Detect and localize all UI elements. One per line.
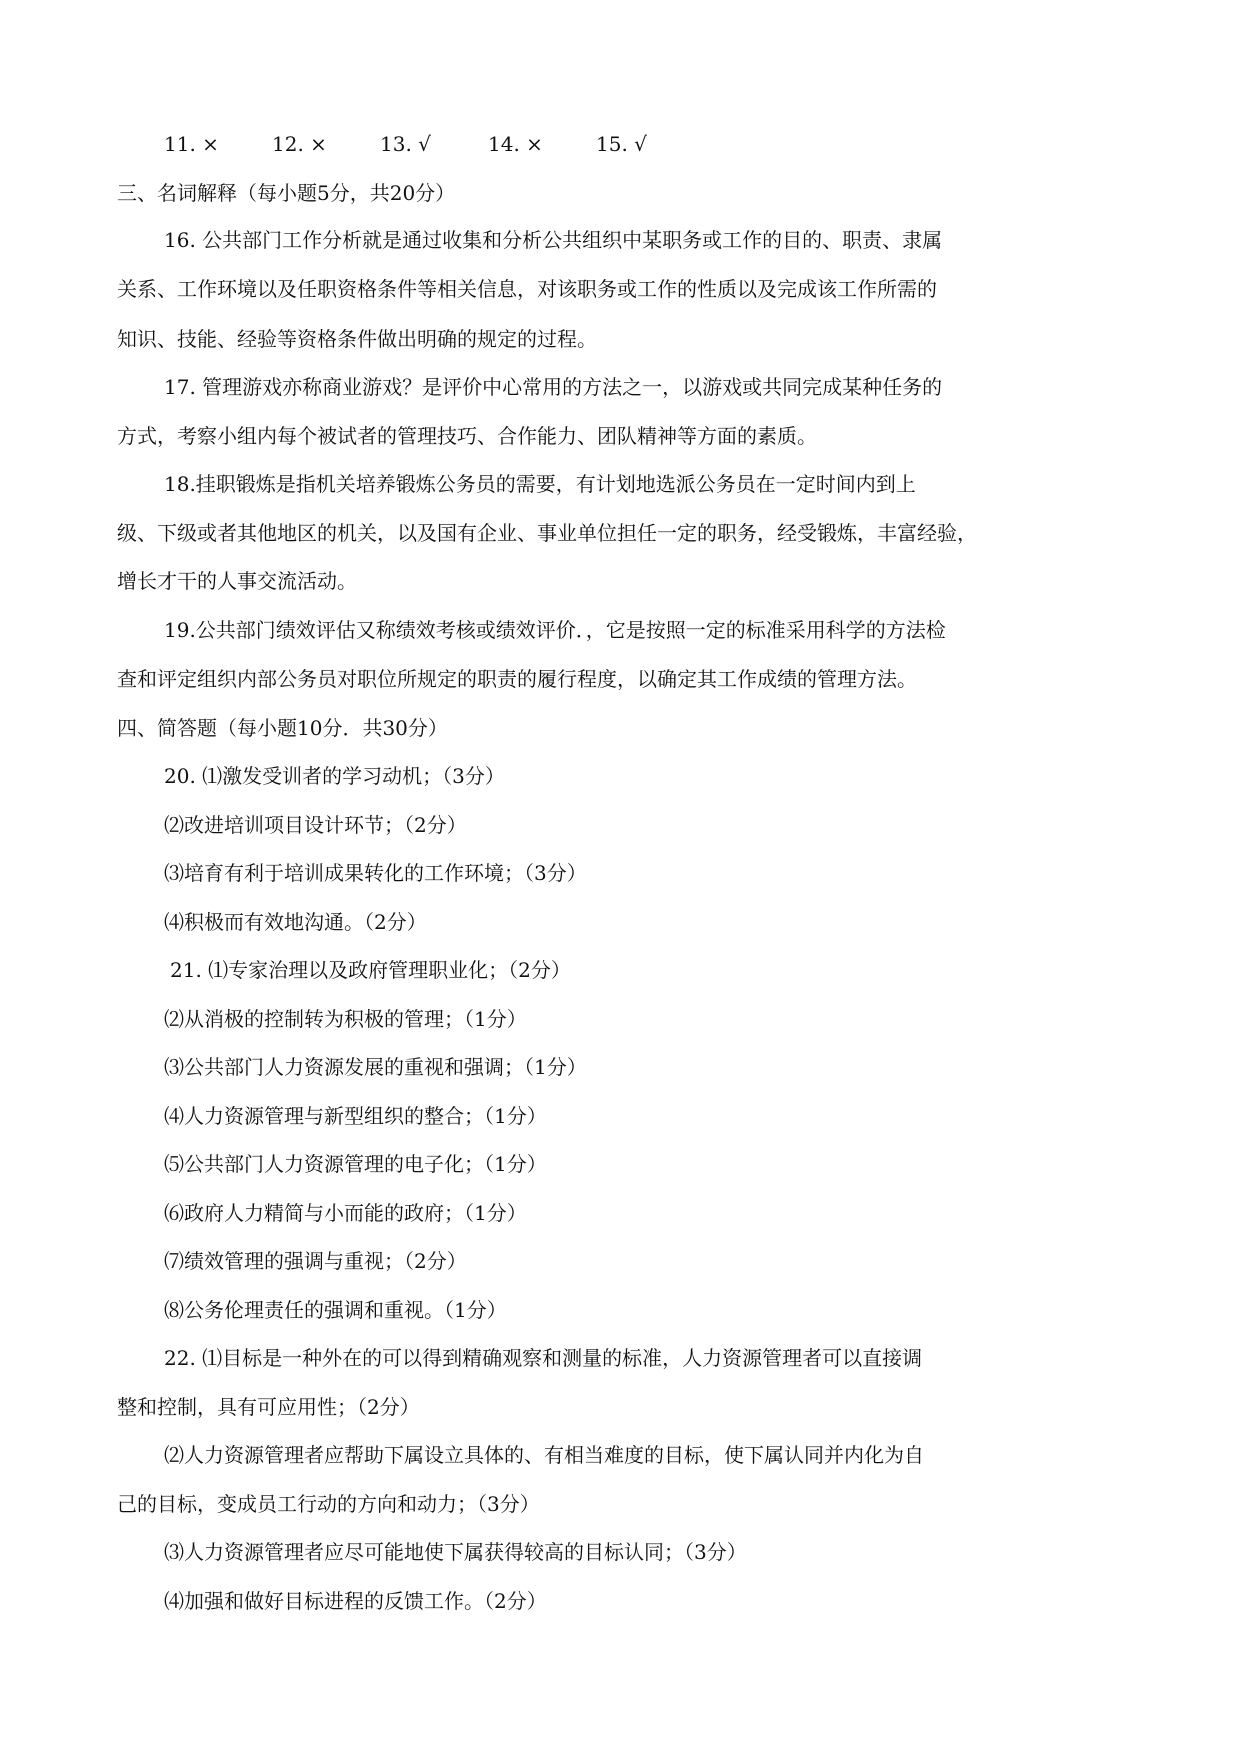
q20-item-3: ⑶培育有利于培训成果转化的工作环境；（3分） [164, 861, 587, 885]
q21-item-2: ⑵从消极的控制转为积极的管理；（1分） [164, 1007, 527, 1031]
q20-item-4: ⑷积极而有效地沟通。（2分） [164, 910, 427, 934]
q21-item-1: 21. ⑴专家治理以及政府管理职业化；（2分） [170, 958, 571, 982]
q16-line-1: 16. 公共部门工作分析就是通过收集和分析公共组织中某职务或工作的目的、职责、隶属 [164, 228, 943, 252]
q16-line-2: 关系、工作环境以及任职资格条件等相关信息，对该职务或工作的性质以及完成该工作所需的 [117, 277, 937, 301]
q22-line-5: ⑶人力资源管理者应尽可能地使下属获得较高的目标认同；（3分） [164, 1540, 747, 1564]
q18-line-3: 增长才干的人事交流活动。 [117, 569, 357, 593]
q21-item-4: ⑷人力资源管理与新型组织的整合；（1分） [164, 1104, 547, 1128]
q17-line-2: 方式，考察小组内每个被试者的管理技巧、合作能力、团队精神等方面的素质。 [117, 424, 817, 448]
q21-item-3: ⑶公共部门人力资源发展的重视和强调；（1分） [164, 1055, 587, 1079]
q18-line-2: 级、下级或者其他地区的机关，以及国有企业、事业单位担任一定的职务，经受锻炼，丰富经验， [117, 521, 977, 545]
q22-line-2: 整和控制，具有可应用性；（2分） [117, 1395, 420, 1419]
q22-line-1: 22. ⑴目标是一种外在的可以得到精确观察和测量的标准，人力资源管理者可以直接调 [164, 1346, 923, 1370]
q19-line-1: 19.公共部门绩效评估又称绩效考核或绩效评价．，它是按照一定的标准采用科学的方法检 [164, 618, 946, 642]
q20-item-1: 20. ⑴激发受训者的学习动机；（3分） [164, 764, 505, 788]
q22-line-3: ⑵人力资源管理者应帮助下属设立具体的、有相当难度的目标，使下属认同并内化为自 [164, 1443, 924, 1467]
q21-item-5: ⑸公共部门人力资源管理的电子化；（1分） [164, 1152, 547, 1176]
q22-line-6: ⑷加强和做好目标进程的反馈工作。（2分） [164, 1589, 547, 1613]
q20-item-2: ⑵改进培训项目设计环节；（2分） [164, 813, 467, 837]
q18-line-1: 18.挂职锻炼是指机关培养锻炼公务员的需要，有计划地选派公务员在一定时间内到上 [164, 472, 916, 496]
tf-answer-14: 14. × [488, 132, 543, 156]
q21-item-7: ⑺绩效管理的强调与重视；（2分） [164, 1249, 467, 1273]
tf-answer-12: 12. × [272, 132, 327, 156]
tf-answer-15: 15. √ [596, 132, 647, 156]
q21-item-6: ⑹政府人力精简与小而能的政府；（1分） [164, 1201, 527, 1225]
q17-line-1: 17. 管理游戏亦称商业游戏？是评价中心常用的方法之一，以游戏或共同完成某种任务的 [164, 375, 943, 399]
q21-item-8: ⑻公务伦理责任的强调和重视。（1分） [164, 1298, 507, 1322]
tf-answer-11: 11. × [164, 132, 219, 156]
section3-heading: 三、名词解释（每小题5分，共20分） [117, 181, 456, 205]
q22-line-4: 己的目标，变成员工行动的方向和动力；（3分） [117, 1492, 540, 1516]
section4-heading: 四、简答题（每小题10分．共30分） [117, 716, 448, 740]
q19-line-2: 查和评定组织内部公务员对职位所规定的职责的履行程度，以确定其工作成绩的管理方法。 [117, 667, 917, 691]
tf-answer-13: 13. √ [380, 132, 431, 156]
q16-line-3: 知识、技能、经验等资格条件做出明确的规定的过程。 [117, 327, 597, 351]
